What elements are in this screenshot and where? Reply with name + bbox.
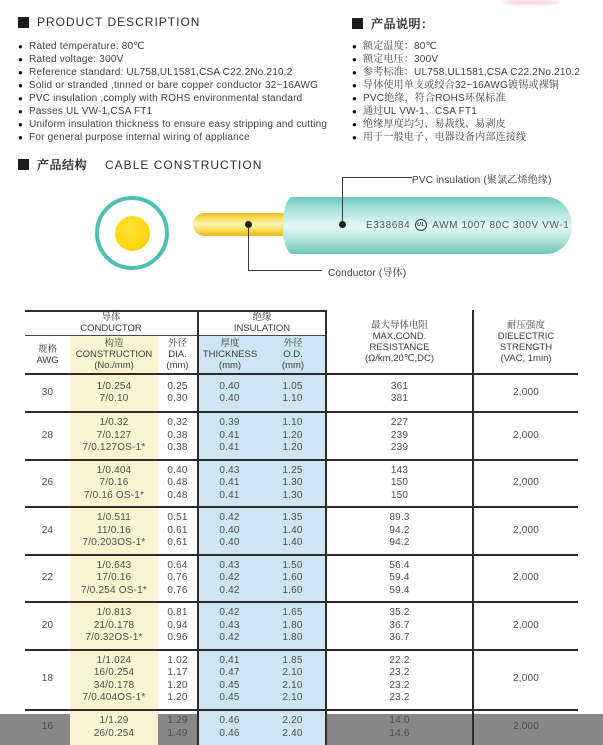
cell-thickness: 0.42 0.43 0.42 xyxy=(197,603,260,649)
description-item-cn xyxy=(352,79,580,92)
description-item-en xyxy=(18,118,327,131)
insulation-callout-dot xyxy=(339,221,346,228)
cell-dia: 0.51 0.61 0.61 xyxy=(167,512,188,548)
bullet-icon: ● xyxy=(18,133,24,142)
cell-resistance: 89.3 94.2 94.2 xyxy=(325,508,472,554)
bullet-icon: ● xyxy=(18,68,24,77)
description-item-en xyxy=(18,66,327,79)
description-item-en-text: For general purpose internal wiring of appliance xyxy=(29,132,250,143)
description-item-cn xyxy=(352,40,580,53)
cell-awg: 20 xyxy=(41,619,54,631)
product-notes-title xyxy=(352,15,434,32)
description-item-en xyxy=(18,40,327,53)
cell-od: 2.20 2.40 xyxy=(260,711,325,745)
cell-dielectric: 2,000 xyxy=(472,556,578,602)
product-notes-title-text: 产品说明： xyxy=(371,17,434,31)
description-item-cn xyxy=(352,92,580,105)
description-item-en xyxy=(18,53,327,66)
scan-artifact xyxy=(502,0,560,5)
cell-awg: 24 xyxy=(41,524,54,536)
description-item-cn-text: 额定温度：80℃ xyxy=(363,41,438,52)
cell-dia: 0.40 0.48 0.48 xyxy=(167,464,188,501)
cell-dia: 0.25 0.30 xyxy=(167,380,188,404)
description-item-en-text: Rated temperature: 80℃ xyxy=(29,41,145,52)
description-item-cn xyxy=(352,118,580,131)
table-row-awg-16 xyxy=(25,709,578,745)
section-square-icon xyxy=(18,159,29,170)
description-item-cn xyxy=(352,53,580,66)
cell-construction: 1/0.643 17/0.16 7/0.254 OS-1* xyxy=(70,556,158,602)
cell-awg: 22 xyxy=(41,572,54,583)
bullet-icon: ● xyxy=(18,81,24,90)
cell-construction: 1/1.024 16/0.254 34/0.178 7/0.404OS-1* xyxy=(70,651,158,709)
bullet-icon: ● xyxy=(352,120,358,129)
conductor-callout-hline xyxy=(248,270,322,271)
cable-construction-title-cn: 产品结构 xyxy=(37,158,88,172)
cell-construction: 1/0.32 7/0.127 7/0.127OS-1* xyxy=(70,413,158,459)
cell-awg: 18 xyxy=(41,673,54,685)
table-row-awg-18 xyxy=(25,649,578,709)
cable-construction-title xyxy=(18,156,262,173)
description-item-en-text: Rated voltage: 300V xyxy=(29,54,124,65)
cell-od: 1.05 1.10 xyxy=(260,375,325,411)
cell-dia: 0.32 0.38 0.38 xyxy=(167,417,188,453)
bullet-icon: ● xyxy=(18,42,24,51)
cell-od: 1.25 1.30 1.30 xyxy=(260,461,325,507)
description-item-en xyxy=(18,131,327,144)
cell-awg: 26 xyxy=(41,477,54,488)
conductor-core-circle xyxy=(115,216,150,251)
cable-cross-section xyxy=(95,196,169,270)
insulation-callout-vline xyxy=(342,177,343,224)
conductor-group-en: CONDUCTOR xyxy=(80,322,142,334)
table-row-awg-22 xyxy=(25,554,578,602)
bullet-icon: ● xyxy=(352,42,358,51)
cell-od: 1.35 1.40 1.40 xyxy=(260,508,325,554)
description-item-cn xyxy=(352,131,580,144)
cell-thickness: 0.41 0.47 0.45 0.45 xyxy=(197,651,260,709)
cell-construction: 1/1.29 26/0.254 xyxy=(70,711,158,745)
bullet-icon: ● xyxy=(18,55,24,64)
description-item-en-text: Reference standard: UL758,UL1581,CSA C22.2No.210.2 xyxy=(29,67,293,78)
cell-dia: 0.64 0.76 0.76 xyxy=(167,559,188,596)
conductor-group-title xyxy=(25,312,197,336)
cell-resistance: 227 239 239 xyxy=(325,413,472,459)
table-row-awg-24 xyxy=(25,506,578,554)
cell-awg: 16 xyxy=(41,721,54,733)
col-header-dia: 外径 DIA. (mm) xyxy=(166,338,189,371)
product-description-title-text: PRODUCT DESCRIPTION xyxy=(37,15,201,29)
cell-dielectric: 2,000 xyxy=(472,508,578,554)
description-item-cn-text: 通过UL VW-1、CSA FT1 xyxy=(363,106,478,117)
cell-dielectric: 2,000 xyxy=(472,711,578,745)
bullet-icon: ● xyxy=(352,107,358,116)
cell-thickness: 0.43 0.42 0.42 xyxy=(197,556,260,602)
product-description-list-cn xyxy=(352,40,580,144)
insulation-group-header xyxy=(197,310,325,373)
cell-od: 1.65 1.80 1.80 xyxy=(260,603,325,649)
description-item-cn-text: 参考标准：UL758,UL1581,CSA C22.2No.210.2 xyxy=(363,67,581,78)
col-header-resistance: 最大导体电阻 MAX.COND. RESISTANCE (Ω/km,20℃,DC) xyxy=(325,310,472,373)
cell-awg: 28 xyxy=(41,429,54,441)
cell-construction: 1/0.254 7/0.10 xyxy=(70,375,158,411)
cell-thickness: 0.43 0.41 0.41 xyxy=(197,461,260,507)
cell-resistance: 56.4 59.4 59.4 xyxy=(325,556,472,602)
description-item-en xyxy=(18,92,327,105)
cert-number: E338684 xyxy=(366,219,411,231)
marking-text: AWM 1007 80C 300V VW-1 xyxy=(432,219,570,231)
bullet-icon: ● xyxy=(18,94,24,103)
col-header-thickness: 厚度 THICKNESS (mm) xyxy=(199,336,261,373)
cell-construction: 1/0.511 11/0.16 7/0.203OS-1* xyxy=(70,508,158,554)
cell-dielectric: 2,000 xyxy=(472,651,578,709)
cell-awg: 30 xyxy=(41,386,54,398)
cell-construction: 1/0.404 7/0.16 7/0.16 OS-1* xyxy=(70,461,158,507)
bullet-icon: ● xyxy=(352,133,358,142)
conductor-callout-label: Conductor (导体) xyxy=(328,268,407,279)
description-item-cn-text: 绝缘厚度均匀、易裁线、易剥皮 xyxy=(363,119,506,130)
description-item-cn-text: 导体使用单支或绞合32~16AWG镀锡或裸铜 xyxy=(363,80,560,91)
cell-dielectric: 2,000 xyxy=(472,461,578,507)
col-header-od: 外径 O.D. (mm) xyxy=(261,336,325,373)
description-item-en-text: Solid or stranded ,tinned or bare copper conductor 32~16AWG xyxy=(29,80,319,91)
cell-resistance: 22.2 23.2 23.2 23.2 xyxy=(325,651,472,709)
product-description-title xyxy=(18,15,200,29)
description-item-cn-text: 额定电压：300V xyxy=(363,54,439,65)
bullet-icon: ● xyxy=(18,120,24,129)
spec-table xyxy=(25,310,578,745)
cell-thickness: 0.40 0.40 xyxy=(197,375,260,411)
cell-dielectric: 2,000 xyxy=(472,375,578,411)
conductor-group-header xyxy=(25,310,197,373)
description-item-cn xyxy=(352,105,580,118)
cell-thickness: 0.42 0.40 0.40 xyxy=(197,508,260,554)
col-header-construction: 构造 CONSTRUCTION (No./mm) xyxy=(70,336,158,373)
cell-dia: 1.29 1.49 xyxy=(167,715,188,739)
cable-marking xyxy=(366,219,569,231)
cell-od: 1.50 1.60 1.60 xyxy=(260,556,325,602)
col-header-awg: 规格 AWG xyxy=(36,343,59,366)
insulation-callout-hline xyxy=(342,177,412,178)
bullet-icon: ● xyxy=(352,68,358,77)
table-row-awg-30 xyxy=(25,375,578,411)
cable-construction-title-en: CABLE CONSTRUCTION xyxy=(105,157,263,172)
ul-logo-icon: UL xyxy=(415,219,427,231)
cell-construction: 1/0.813 21/0.178 7/0.32OS-1* xyxy=(70,603,158,649)
cell-thickness: 0.39 0.41 0.41 xyxy=(197,413,260,459)
insulation-group-cn: 绝缘 xyxy=(252,312,272,323)
cell-resistance: 14.0 14.6 xyxy=(325,711,472,745)
col-header-dielectric: 耐压强度 DIELECTRIC STRENGTH (VAC, 1min) xyxy=(472,310,578,373)
section-square-icon xyxy=(18,17,29,28)
bullet-icon: ● xyxy=(352,55,358,64)
spec-table-body xyxy=(25,375,578,745)
cell-od: 1.10 1.20 1.20 xyxy=(260,413,325,459)
description-item-cn-text: 用于一般电子、电器设备内部连接线 xyxy=(363,132,527,143)
cell-resistance: 143 150 150 xyxy=(325,461,472,507)
spec-table-header xyxy=(25,310,578,375)
description-item-en xyxy=(18,105,327,118)
insulation-callout-label: PVC insulation (聚氯乙烯绝缘) xyxy=(412,175,552,186)
description-item-en-text: Uniform insulation thickness to ensure easy stripping and cutting xyxy=(29,119,328,130)
description-item-en xyxy=(18,79,327,92)
cell-dia: 0.81 0.94 0.96 xyxy=(167,607,188,643)
conductor-callout-vline xyxy=(248,226,249,271)
cell-resistance: 35.2 36.7 36.7 xyxy=(325,603,472,649)
table-row-awg-28 xyxy=(25,411,578,459)
insulation-group-title xyxy=(199,312,325,336)
bullet-icon: ● xyxy=(352,81,358,90)
cell-dielectric: 2,000 xyxy=(472,413,578,459)
bullet-icon: ● xyxy=(18,107,24,116)
description-item-cn-text: PVC绝缘，符合ROHS环保标准 xyxy=(363,93,506,104)
cell-resistance: 361 381 xyxy=(325,375,472,411)
table-row-awg-20 xyxy=(25,601,578,649)
table-row-awg-26 xyxy=(25,459,578,507)
description-item-en-text: Passes UL VW-1,CSA FT1 xyxy=(29,106,153,117)
insulation-group-en: INSULATION xyxy=(233,322,291,334)
description-item-cn xyxy=(352,66,580,79)
description-item-en-text: PVC insulation ,comply with ROHS environmental standard xyxy=(29,93,303,104)
conductor-group-cn: 导体 xyxy=(101,312,121,323)
cell-thickness: 0.46 0.46 xyxy=(197,711,260,745)
cell-dia: 1.02 1.17 1.20 1.20 xyxy=(167,654,188,703)
cell-dielectric: 2,000 xyxy=(472,603,578,649)
bullet-icon: ● xyxy=(352,94,358,103)
product-description-list-en xyxy=(18,40,327,144)
section-square-icon xyxy=(352,18,363,29)
cell-od: 1.85 2.10 2.10 2.10 xyxy=(260,651,325,709)
